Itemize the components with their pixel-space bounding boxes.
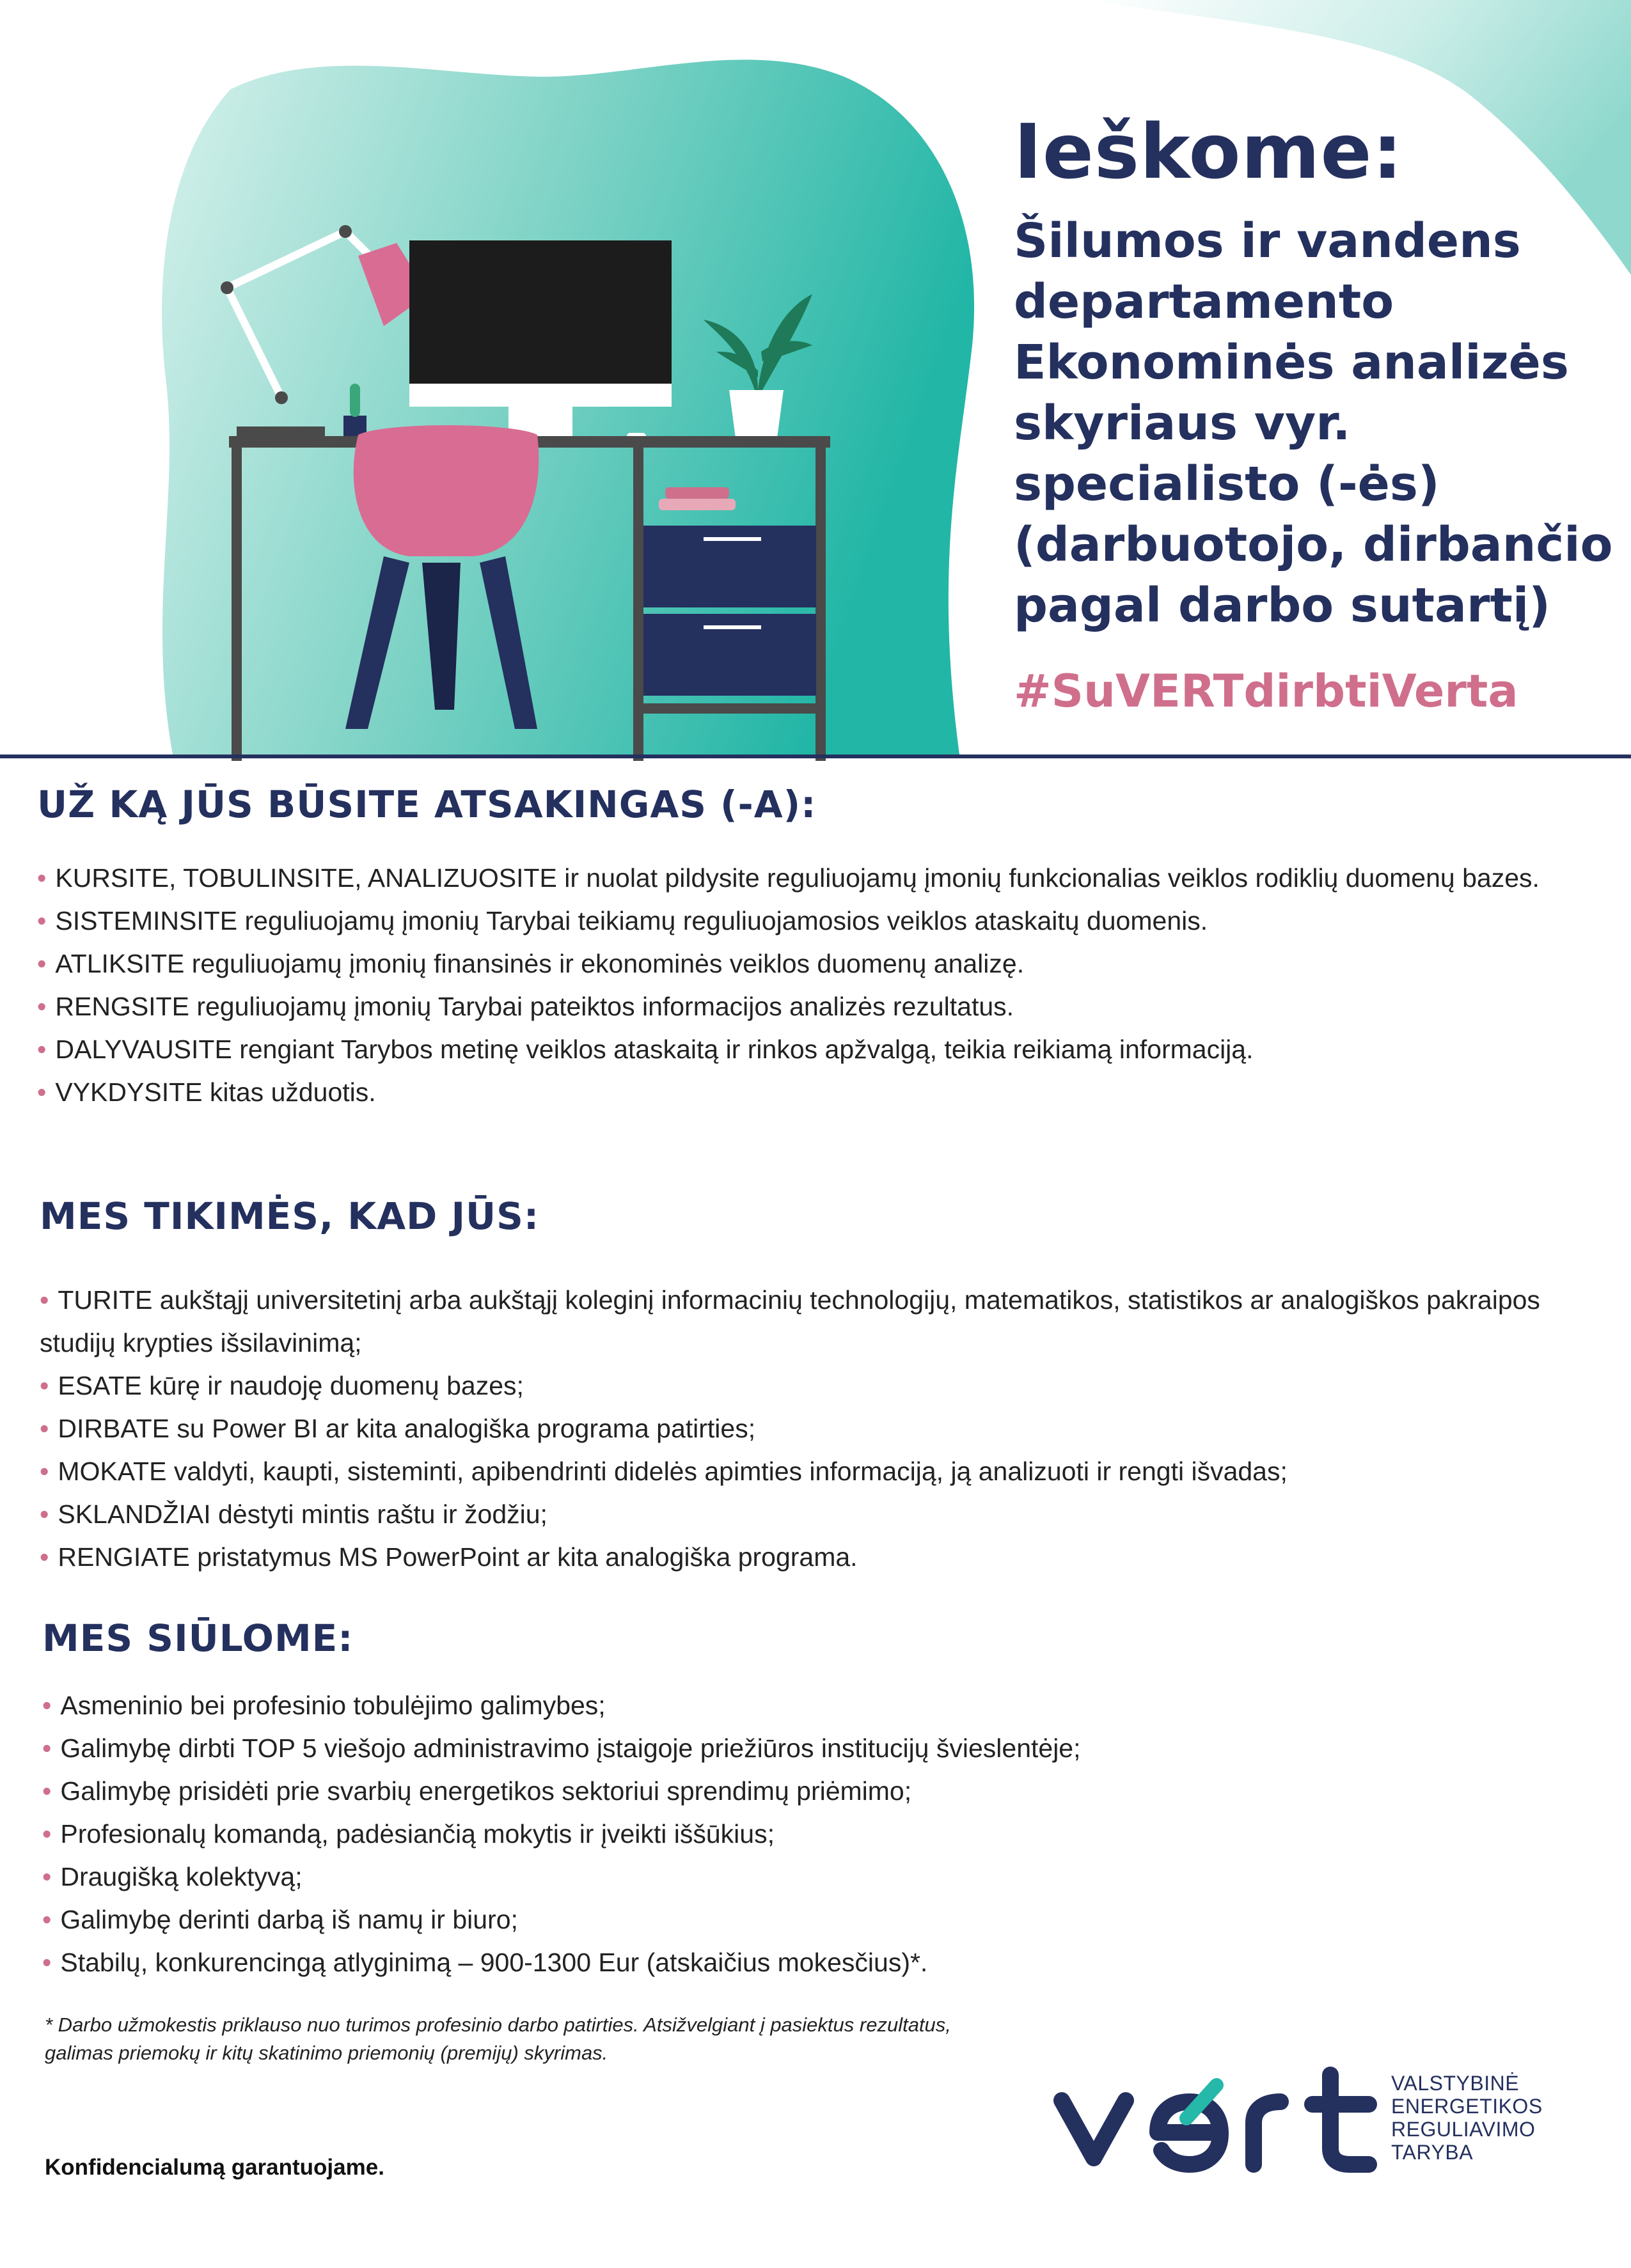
position-title-line: Ekonominės analizės	[1014, 335, 1569, 390]
desk-illustration	[154, 51, 985, 761]
bullet-icon: •	[42, 1691, 52, 1720]
logo-caption-line: TARYBA	[1391, 2141, 1474, 2164]
bullet-icon: •	[42, 1819, 52, 1849]
list-item	[37, 900, 1598, 942]
list-item-text: TURITE aukštąjį universitetinį arba aukštąjį koleginį informacinių technologijų, matematikos, statistikos ar analogiškos pakraipos studijų krypties išsilavinimą;	[40, 1285, 1540, 1357]
section-title: UŽ KĄ JŪS BŪSITE ATSAKINGAS (-A):	[37, 783, 817, 826]
confidentiality-note: Konfidencialumą garantuojame.	[45, 2155, 384, 2180]
expectations-section	[40, 1194, 1600, 1579]
bullet-icon: •	[40, 1542, 49, 1572]
bullet-icon: •	[40, 1499, 49, 1529]
section-title: MES TIKIMĖS, KAD JŪS:	[40, 1194, 540, 1238]
list-item-text: SKLANDŽIAI dėstyti mintis raštu ir žodžiu;	[58, 1499, 548, 1529]
list-item	[42, 1813, 1603, 1856]
logo-caption-line: REGULIAVIMO	[1391, 2118, 1536, 2141]
bullet-icon: •	[37, 992, 47, 1021]
bullet-icon: •	[37, 1035, 47, 1064]
list-item	[42, 1770, 1603, 1813]
list-item-text: Stabilų, konkurencingą atlyginimą – 900-1300 Eur (atskaičius mokesčius)*.	[60, 1948, 928, 1977]
list-item-text: Draugišką kolektyvą;	[60, 1862, 303, 1891]
section-title: MES SIŪLOME:	[42, 1616, 354, 1660]
list-item-text: Galimybę prisidėti prie svarbių energetikos sektoriui sprendimų priėmimo;	[60, 1776, 912, 1806]
list-item-text: ESATE kūrę ir naudoję duomenų bazes;	[58, 1371, 524, 1400]
list-item	[37, 942, 1598, 985]
offer-section	[42, 1616, 1603, 1984]
list-item	[40, 1493, 1600, 1536]
list-item	[42, 1941, 1603, 1984]
list-item-text: Galimybę derinti darbą iš namų ir biuro;	[60, 1905, 518, 1934]
position-title-line: pagal darbo sutartį)	[1014, 578, 1551, 633]
page-title: Ieškome:	[1014, 107, 1403, 196]
list-item	[42, 1898, 1603, 1941]
list-item-text: VYKDYSITE kitas užduotis.	[55, 1077, 376, 1107]
monitor-screen	[409, 240, 672, 407]
bullet-icon: •	[40, 1414, 49, 1443]
bullet-icon: •	[42, 1862, 52, 1891]
list-item-text: RENGIATE pristatymus MS PowerPoint ar kita analogiška programa.	[58, 1542, 858, 1572]
position-title-line: skyriaus vyr.	[1014, 396, 1351, 451]
bullet-icon: •	[42, 1733, 52, 1763]
logo-caption-line: ENERGETIKOS	[1391, 2095, 1543, 2118]
list-item-text: Galimybę dirbti TOP 5 viešojo administravimo įstaigoje priežiūros institucijų švieslentėje;	[60, 1733, 1081, 1763]
bullet-icon: •	[40, 1285, 49, 1315]
hashtag: #SuVERTdirbtiVerta	[1014, 665, 1518, 717]
position-title	[1014, 211, 1615, 636]
list-item	[42, 1727, 1603, 1770]
list-item	[40, 1279, 1600, 1365]
position-title-line: Šilumos ir vandens	[1014, 214, 1521, 269]
list-item-text: ATLIKSITE reguliuojamų įmonių finansinės ir ekonominės veiklos duomenų analizę.	[55, 949, 1025, 978]
bullet-icon: •	[40, 1457, 49, 1486]
position-title-line: departamento	[1014, 274, 1394, 329]
list-item-text: RENGSITE reguliuojamų įmonių Tarybai pateiktos informacijos analizės rezultatus.	[55, 992, 1014, 1021]
list-item-text: Profesionalų komandą, padėsiančią mokytis ir įveikti iššūkius;	[60, 1819, 775, 1849]
bullet-icon: •	[37, 863, 47, 893]
list-item	[40, 1407, 1600, 1450]
vert-logo-icon	[1049, 2062, 1382, 2174]
position-title-line: specialisto (-ės)	[1014, 457, 1440, 512]
position-title-line: (darbuotojo, dirbančio	[1014, 517, 1613, 572]
list-item-text: SISTEMINSITE reguliuojamų įmonių Tarybai teikiamų reguliuojamosios veiklos ataskaitų duomenis.	[55, 906, 1208, 935]
list-item	[40, 1365, 1600, 1407]
list-item	[40, 1536, 1600, 1579]
responsibilities-section	[37, 783, 1598, 1114]
list-item	[40, 1450, 1600, 1493]
bullet-icon: •	[37, 906, 47, 935]
list-item	[37, 985, 1598, 1028]
list-item	[37, 1028, 1598, 1071]
list-item	[42, 1856, 1603, 1898]
bullet-icon: •	[42, 1948, 52, 1977]
salary-footnote: * Darbo užmokestis priklauso nuo turimos profesinio darbo patirties. Atsižvelgiant į pasiektus rezultatus, galimas priemokų ir kitų skatinimo priemonių (premijų) skyrimas.	[45, 2014, 951, 2064]
list-item-text: KURSITE, TOBULINSITE, ANALIZUOSITE ir nuolat pildysite reguliuojamų įmonių funkcionalias veiklos rodiklių duomenų bazes.	[55, 863, 1540, 893]
list-item-text: MOKATE valdyti, kaupti, sisteminti, apibendrinti didelės apimties informaciją, ją analizuoti ir rengti išvadas;	[58, 1457, 1288, 1486]
list-item-text: DIRBATE su Power BI ar kita analogiška programa patirties;	[58, 1414, 756, 1443]
bullet-icon: •	[42, 1905, 52, 1934]
bullet-icon: •	[40, 1371, 49, 1400]
logo-caption-line: VALSTYBINĖ	[1391, 2072, 1520, 2095]
list-item	[37, 1071, 1598, 1114]
list-item-text: Asmeninio bei profesinio tobulėjimo galimybes;	[60, 1691, 606, 1720]
logo-caption	[1391, 2072, 1543, 2164]
list-item	[42, 1684, 1603, 1727]
chair-seat	[354, 425, 539, 556]
list-item	[37, 857, 1598, 900]
bullet-icon: •	[37, 1077, 47, 1107]
bullet-icon: •	[37, 949, 47, 978]
list-item-text: DALYVAUSITE rengiant Tarybos metinę veiklos ataskaitą ir rinkos apžvalgą, teikia reikiamą informaciją.	[55, 1035, 1254, 1064]
bullet-icon: •	[42, 1776, 52, 1806]
header-divider	[0, 755, 1631, 758]
